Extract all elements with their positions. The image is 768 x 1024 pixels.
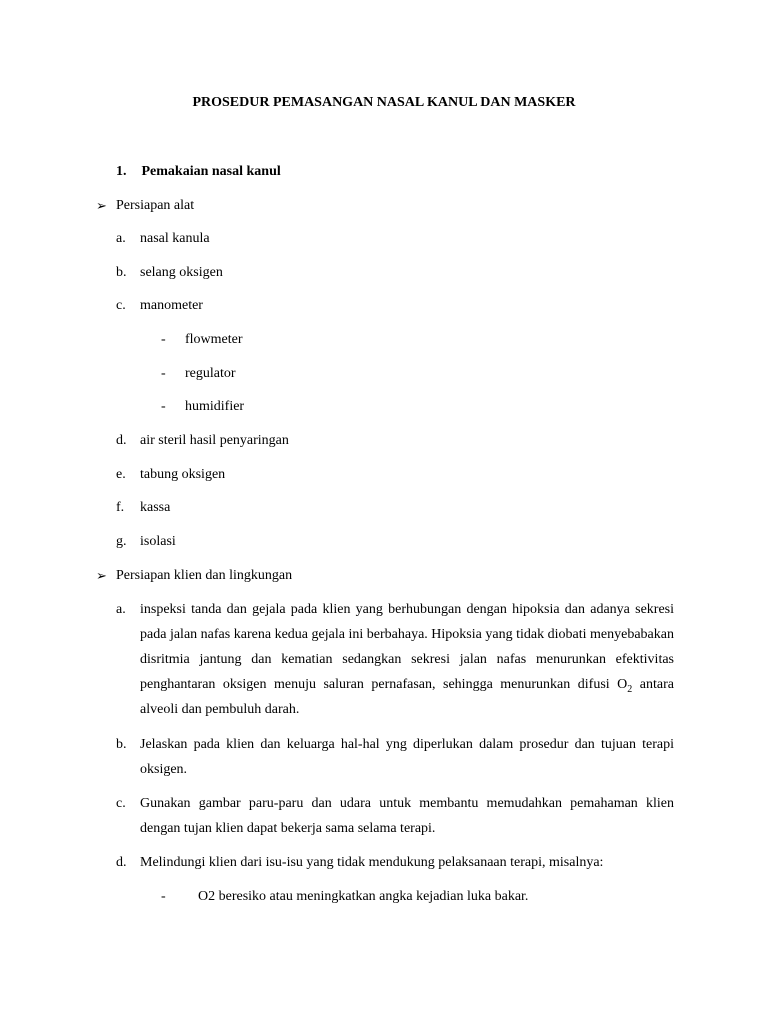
list-marker: d. [116, 855, 127, 870]
list-marker: f. [116, 500, 125, 515]
list-item: tabung oksigen [140, 467, 226, 482]
heading-persiapan-alat: Persiapan alat [116, 198, 195, 213]
arrowhead-bullet-icon: ➢ [96, 568, 107, 583]
list-item: isolasi [140, 534, 176, 549]
list-marker: c. [116, 298, 126, 313]
sub-list-item: O2 beresiko atau meningkatkan angka kejadian luka bakar. [198, 889, 529, 904]
bullet-persiapan-klien [96, 567, 107, 586]
list-item: air steril hasil penyaringan [140, 433, 289, 448]
sub-list-marker: - [161, 332, 166, 347]
paragraph-item: Melindungi klien dari isu-isu yang tidak mendukung pelaksanaan terapi, misalnya: [140, 855, 604, 870]
section-title: Pemakaian nasal kanul [141, 164, 281, 179]
paragraph-item: Gunakan gambar paru-paru dan udara untuk membantu memudahkan pemahaman klien dengan tujan klien dapat bekerja sama selama terapi. [140, 796, 674, 836]
bullet-persiapan-alat [96, 197, 107, 216]
list-item: kassa [140, 500, 171, 515]
sub-list-item: regulator [185, 366, 236, 381]
sub-list-marker: - [161, 889, 166, 904]
subscript-two: 2 [627, 683, 633, 695]
list-item: nasal kanula [140, 231, 210, 246]
list-marker: a. [116, 602, 126, 617]
list-item: manometer [140, 298, 203, 313]
list-marker: e. [116, 467, 126, 482]
sub-list-item: humidifier [185, 399, 245, 414]
list-marker: a. [116, 231, 126, 246]
arrowhead-bullet-icon: ➢ [96, 198, 107, 213]
list-marker: b. [116, 265, 127, 280]
paragraph-text-end: antara alveoli dan pembuluh darah. [140, 677, 674, 717]
heading-persiapan-klien: Persiapan klien dan lingkungan [116, 568, 293, 583]
list-marker: b. [116, 737, 127, 752]
section-number: 1. [116, 164, 127, 179]
list-marker: c. [116, 796, 126, 811]
section-heading [116, 163, 281, 181]
paragraph-text: inspeksi tanda dan gejala pada klien yang berhubungan dengan hipoksia dan adanya sekresi pada jalan nafas karena kedua gejala ini berbahaya. Hipoksia yang tidak diobati menyebabakan disritmia jantung dan kematian sedangkan sekresi jalan nafas menurunkan efektivitas penghantaran oksigen menuju saluran pernafasan, sehingga menurunkan difusi O [140, 602, 674, 692]
sub-list-marker: - [161, 399, 166, 414]
list-marker: g. [116, 534, 127, 549]
paragraph-item [140, 597, 674, 722]
list-item: selang oksigen [140, 265, 223, 280]
list-marker: d. [116, 433, 127, 448]
page-title: PROSEDUR PEMASANGAN NASAL KANUL DAN MASKER [192, 95, 576, 110]
paragraph-item: Jelaskan pada klien dan keluarga hal-hal yng diperlukan dalam prosedur dan tujuan terapi oksigen. [140, 737, 674, 777]
sub-list-marker: - [161, 366, 166, 381]
sub-list-item: flowmeter [185, 332, 243, 347]
